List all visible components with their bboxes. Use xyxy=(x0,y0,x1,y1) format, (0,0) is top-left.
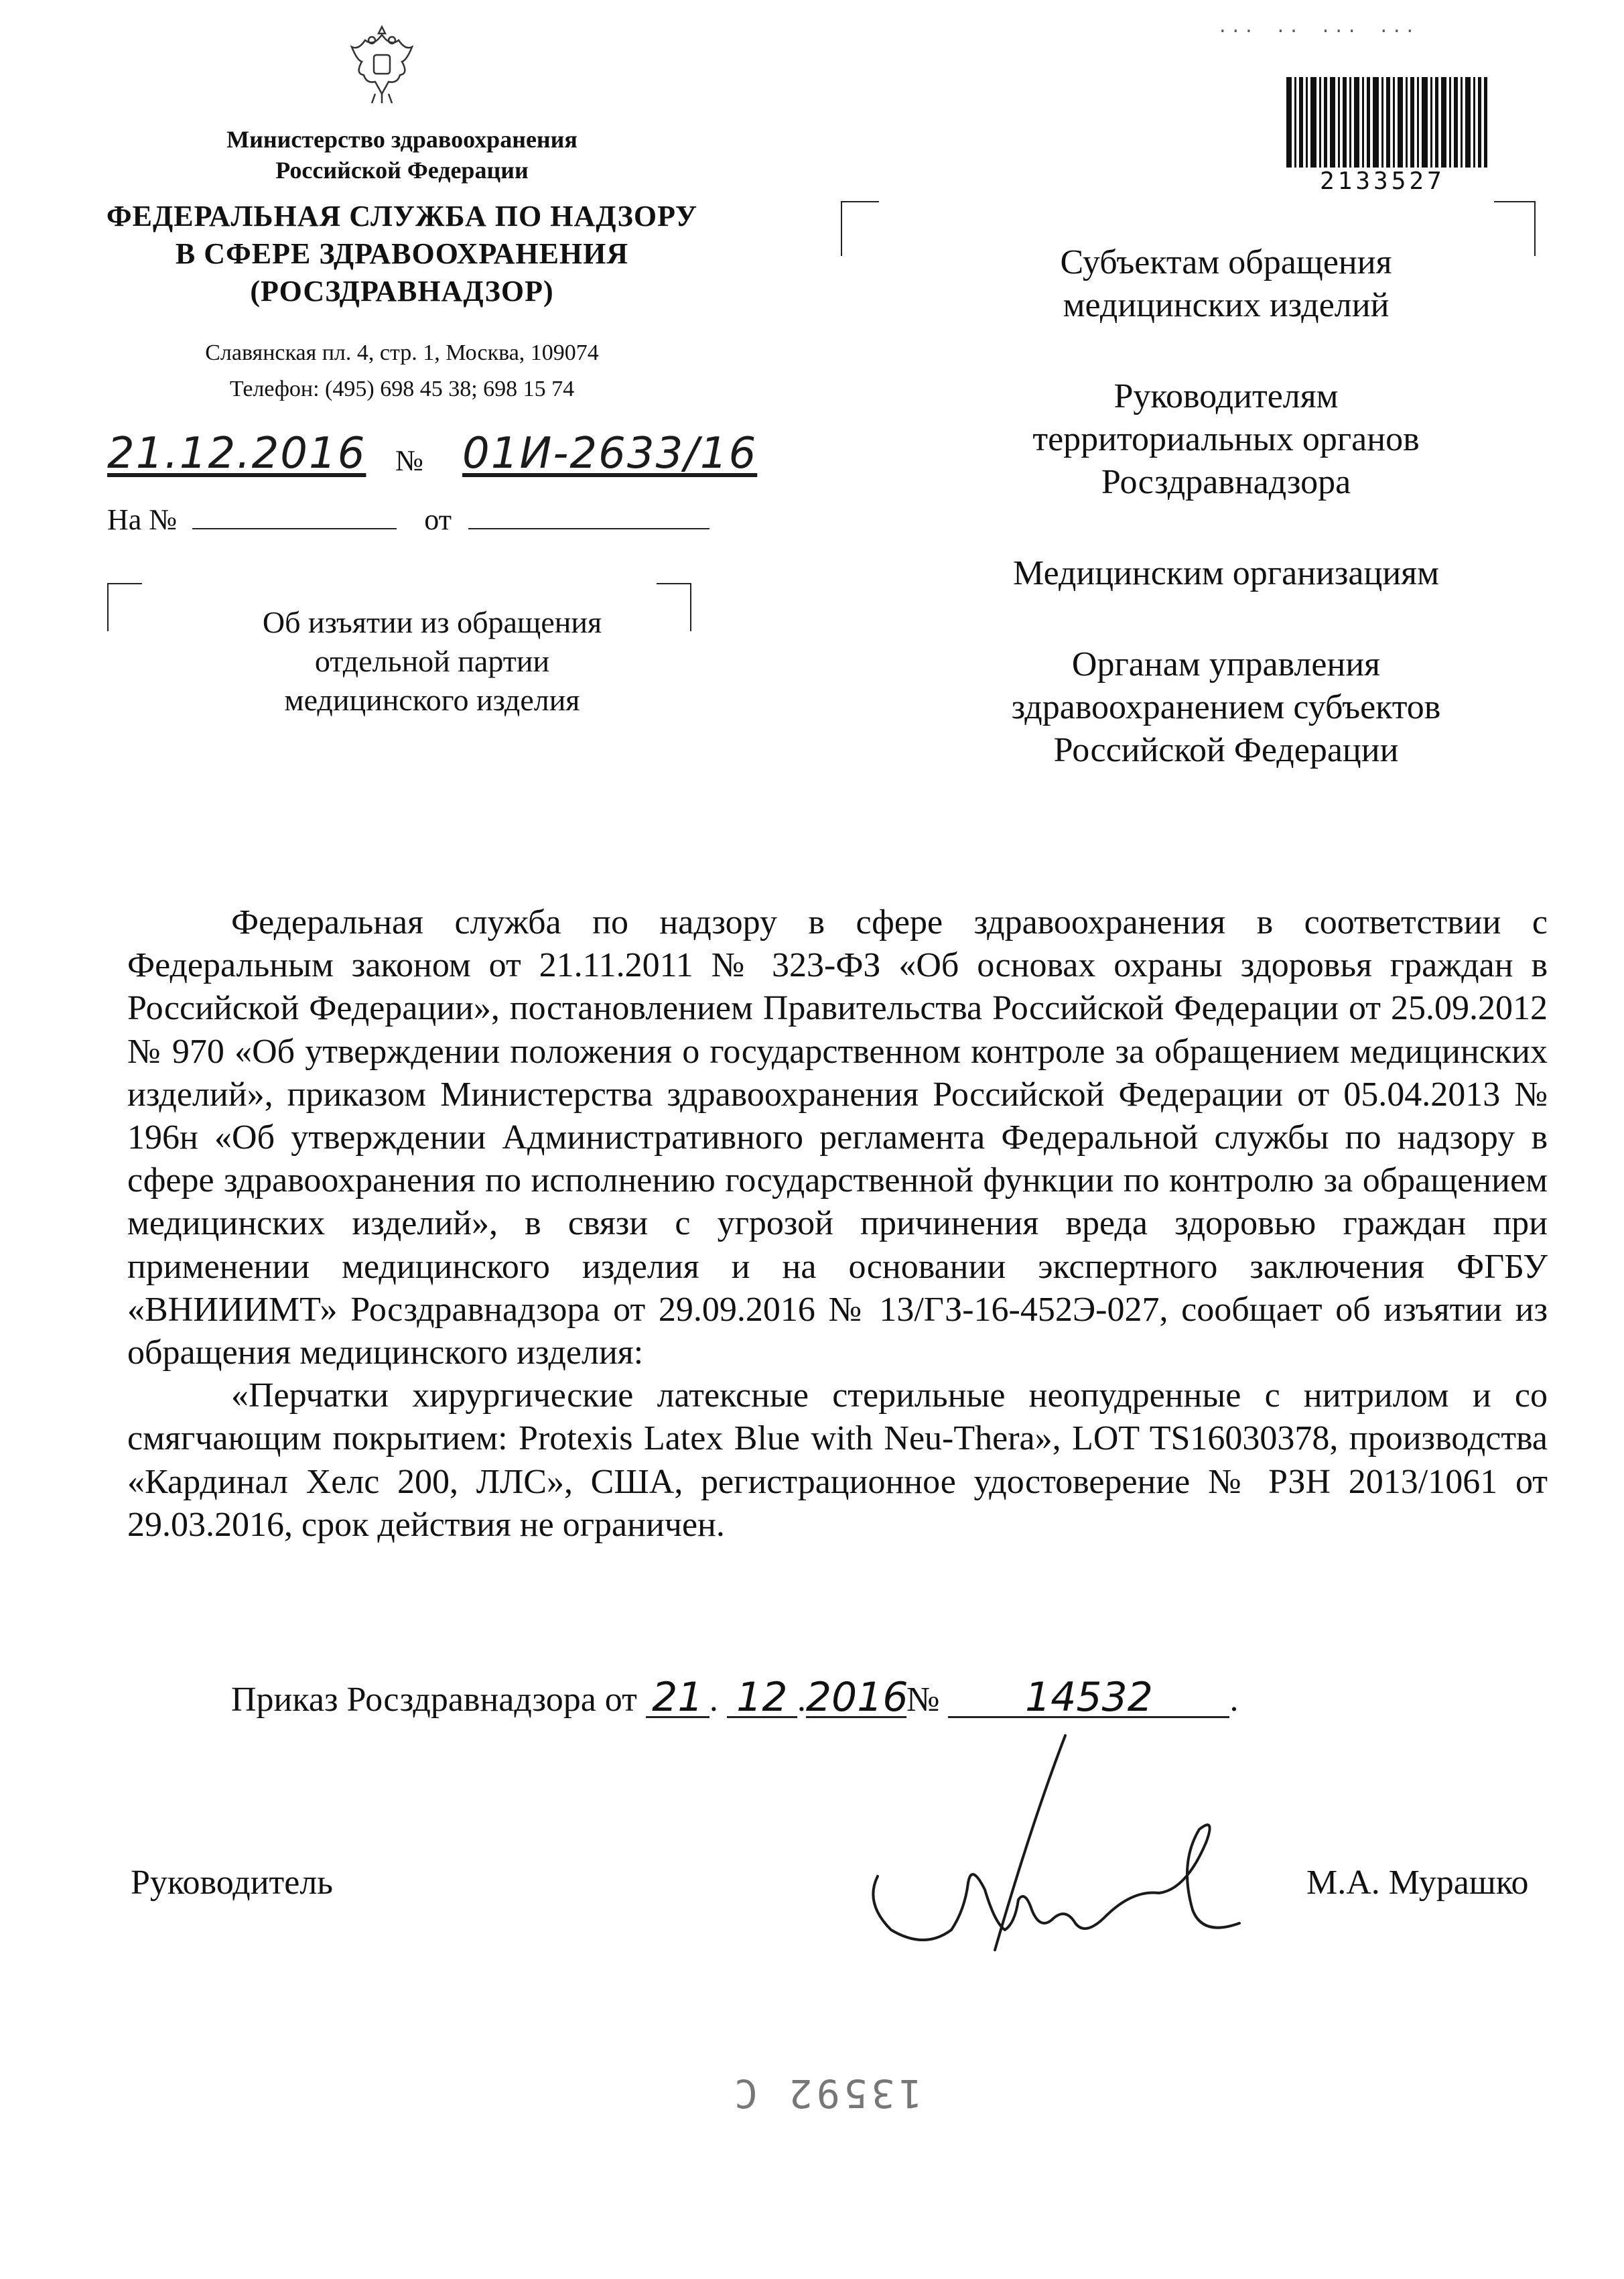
order-month: 12 xyxy=(727,1679,797,1718)
signatory-role: Руководитель xyxy=(131,1864,333,1902)
addressee-list xyxy=(898,241,1554,820)
addressee-item: Органам управления здравоохранением субъектов Российской Федерации xyxy=(1011,645,1441,769)
order-year: 2016 xyxy=(805,1674,908,1721)
body-paragraph-product: «Перчатки хирургические латексные стерильные неопудренные с нитрилом и со смягчающим покрытием: Protexis Latex Blue with Neu-Thera», LOT TS16030378, производства «Кардинал Хелс 200, ЛЛС», США, регистрационное удостоверение № РЗН 2013/1061 от 29.03.2016, срок действия не ограничен. xyxy=(127,1376,1548,1544)
address-block xyxy=(121,335,683,407)
barcode-number: 2133527 xyxy=(1320,168,1445,195)
reference-line xyxy=(107,503,709,537)
subject-corner-left xyxy=(107,583,142,631)
addressee-corner-left xyxy=(841,201,879,256)
signatory-name: М.А. Мурашко xyxy=(1306,1864,1529,1902)
addressee-item: Медицинским организациям xyxy=(1013,554,1439,592)
letter-body xyxy=(127,901,1548,1547)
registration-number-label: № xyxy=(395,444,423,477)
registration-number: 01И-2633/16 xyxy=(462,429,758,478)
order-number: 14532 xyxy=(948,1679,1229,1718)
faint-registration-stamp: 13592 С xyxy=(730,2071,923,2116)
addressee-item: Руководителям территориальных органов Росздравнадзора xyxy=(1032,377,1420,501)
coat-of-arms-icon xyxy=(345,20,419,107)
letter-subject: Об изъятии из обращения отдельной партии медицинского изделия xyxy=(262,605,602,717)
order-end: . xyxy=(1229,1681,1239,1719)
reference-number-label: На № xyxy=(107,503,178,536)
phone-numbers: Телефон: (495) 698 45 38; 698 15 74 xyxy=(229,377,575,401)
order-label: Приказ Росздравнадзора от xyxy=(231,1681,637,1719)
handwritten-signature xyxy=(851,1729,1306,1983)
order-number-label: № xyxy=(906,1681,940,1719)
reference-from-label: от xyxy=(424,503,452,536)
addressee-item: Субъектам обращения медицинских изделий xyxy=(1060,243,1392,324)
order-line: Приказ Росздравнадзора от 21 . 12 .2016№ 14532 . xyxy=(231,1674,1239,1721)
ministry-name: Министерство здравоохранения Российской Федерации xyxy=(226,126,578,184)
service-name: ФЕДЕРАЛЬНАЯ СЛУЖБА ПО НАДЗОРУ В СФЕРЕ ЗДРАВООХРАНЕНИЯ (РОСЗДРАВНАДЗОР) xyxy=(106,200,698,308)
postal-address: Славянская пл. 4, стр. 1, Москва, 109074 xyxy=(205,340,599,365)
barcode-icon xyxy=(1286,77,1487,168)
registration-date: 21.12.2016 xyxy=(107,429,366,478)
body-paragraph-main: Федеральная служба по надзору в сфере здравоохранения в соответствии с Федеральным законом от 21.11.2011 № 323-ФЗ «Об основах охраны здоровья граждан в Российской Федерации», постановлением Правительства Российской Федерации от 25.09.2012 № 970 «Об утверждении положения о государственном контроле за обращением медицинских изделий», приказом Министерства здравоохранения Российской Федерации от 05.04.2013 № 196н «Об утверждении Административного регламента Федеральной службы по надзору в сфере здравоохранения по исполнению государственной функции по контролю за обращением медицинских изделий», в связи с угрозой причинения вреда здоровью граждан при применении медицинского изделия и на основании экспертного заключения ФГБУ «ВНИИИМТ» Росздравнадзора от 29.09.2016 № 13/ГЗ-16-452Э-027, сообщает об изъятии из обращения медицинского изделия: xyxy=(127,903,1548,1372)
order-day: 21 xyxy=(646,1679,709,1718)
registration-stamp-code: ‧‧‧ ‧‧ ‧‧‧ ‧‧‧ xyxy=(1219,20,1420,44)
